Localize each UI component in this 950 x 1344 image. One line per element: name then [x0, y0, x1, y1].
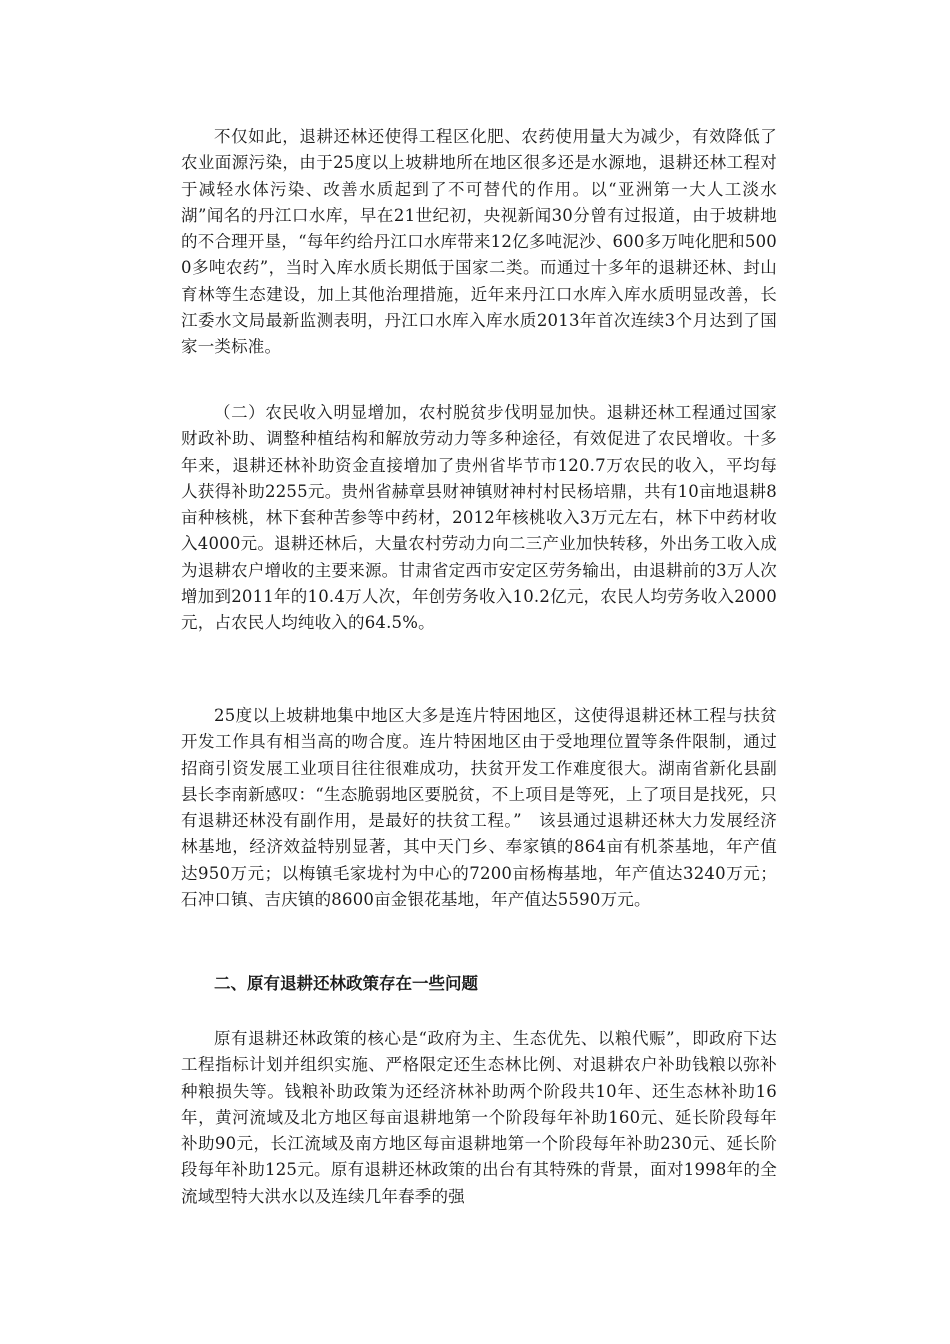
document-page — [181, 118, 777, 1268]
paragraph-farmer-income: （二）农民收入明显增加，农村脱贫步伐明显加快。退耕还林工程通过国家财政补助、调整种植结构和解放劳动力等多种途径，有效促进了农民增收。十多年来，退耕还林补助资金直接增加了贵州省毕节市120.7万农民的收入，平均每人获得补助2255元。贵州省赫章县财神镇财神村村民杨培鼎，共有10亩地退耕8亩种核桃，林下套种苦参等中药材，2012年核桃收入3万元左右，林下中药材收入4000元。退耕还林后，大量农村劳动力向二三产业加快转移，外出务工收入成为退耕农户增收的主要来源。甘肃省定西市安定区劳务输出，由退耕前的3万人次增加到2011年的10.4万人次，年创劳务收入10.2亿元，农民人均劳务收入2000元，占农民人均纯收入的64.5%。 — [181, 403, 777, 633]
paragraph-poverty-alleviation: 25度以上坡耕地集中地区大多是连片特困地区，这使得退耕还林工程与扶贫开发工作具有相当高的吻合度。连片特困地区由于受地理位置等条件限制，通过招商引资发展工业项目往往很难成功，扶贫开发工作难度很大。湖南省新化县副县长李南新感叹：“生态脆弱地区要脱贫，不上项目是等死，上了项目是找死，只有退耕还林没有副作用，是最好的扶贫工程。” 该县通过退耕还林大力发展经济林基地，经济效益特别显著，其中天门乡、奉家镇的864亩有机茶基地，年产值达950万元；以梅镇毛家垅村为中心的7200亩杨梅基地，年产值达3240万元；石冲口镇、吉庆镇的8600亩金银花基地，年产值达5590万元。 — [181, 706, 777, 910]
paragraph-original-policy: 原有退耕还林政策的核心是“政府为主、生态优先、以粮代赈”，即政府下达工程指标计划并组织实施、严格限定还生态林比例、对退耕农户补助钱粮以弥补种粮损失等。钱粮补助政策为还经济林补助两个阶段共10年、还生态林补助16年，黄河流域及北方地区每亩退耕地第一个阶段每年补助160元、延长阶段每年补助90元，长江流域及南方地区每亩退耕地第一个阶段每年补助230元、延长阶段每年补助125元。原有退耕还林政策的出台有其特殊的背景，面对1998年的全流域型特大洪水以及连续几年春季的强 — [181, 1029, 777, 1206]
paragraph-water-quality: 不仅如此，退耕还林还使得工程区化肥、农药使用量大为减少，有效降低了农业面源污染，由于25度以上坡耕地所在地区很多还是水源地，退耕还林工程对于减轻水体污染、改善水质起到了不可替代的作用。以“亚洲第一大人工淡水湖”闻名的丹江口水库，早在21世纪初，央视新闻30分曾有过报道，由于坡耕地的不合理开垦，“每年约给丹江口水库带来12亿多吨泥沙、600多万吨化肥和5000多吨农药”，当时入库水质长期低于国家二类。而通过十多年的退耕还林、封山育林等生态建设，加上其他治理措施，近年来丹江口水库入库水质明显改善，长江委水文局最新监测表明，丹江口水库入库水质2013年首次连续3个月达到了国家一类标准。 — [181, 127, 777, 357]
section-heading: 二、原有退耕还林政策存在一些问题 — [214, 974, 478, 993]
